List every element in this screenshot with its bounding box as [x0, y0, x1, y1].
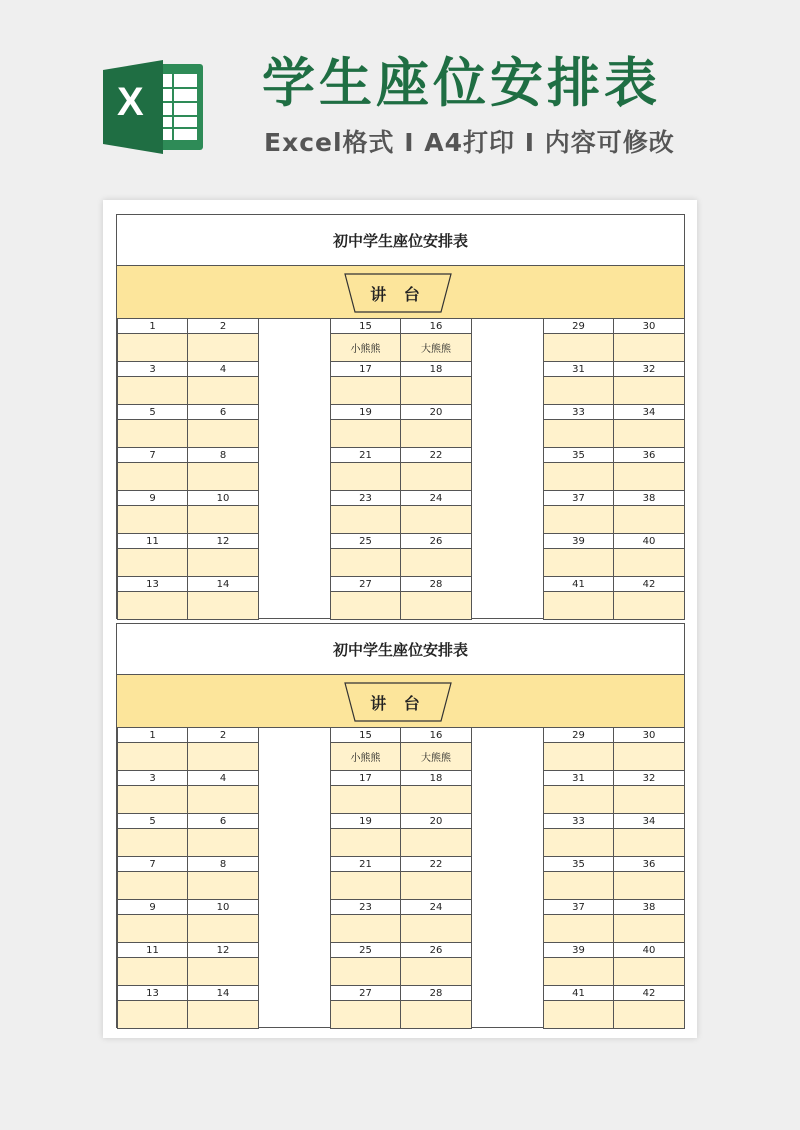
seat-number: 21: [330, 857, 401, 872]
seat-number: 26: [401, 943, 472, 958]
seat-student-name[interactable]: [117, 463, 188, 491]
seat-student-name[interactable]: [614, 377, 685, 405]
seat-student-name[interactable]: [614, 915, 685, 943]
seat-student-name[interactable]: [117, 334, 188, 362]
seat-student-name[interactable]: [330, 506, 401, 534]
seat-number: 12: [188, 534, 259, 549]
podium-band: [117, 675, 684, 728]
seat-number: 42: [614, 986, 685, 1001]
seat-student-name[interactable]: [401, 1001, 472, 1029]
seat-student-name[interactable]: [188, 958, 259, 986]
seat-number: 41: [543, 577, 614, 592]
seat-area: [117, 319, 684, 619]
seat-student-name[interactable]: [330, 1001, 401, 1029]
seat-number: 14: [188, 986, 259, 1001]
seat-number: 39: [543, 943, 614, 958]
seat-number: 8: [188, 857, 259, 872]
seat-number: 37: [543, 900, 614, 915]
seat-student-name[interactable]: [543, 915, 614, 943]
seat-number: 33: [543, 814, 614, 829]
seat-student-name[interactable]: [117, 829, 188, 857]
seat-group-middle: [330, 319, 472, 619]
seat-number: 32: [614, 362, 685, 377]
seat-student-name[interactable]: [117, 1001, 188, 1029]
seat-student-name[interactable]: [188, 506, 259, 534]
seat-number: 34: [614, 814, 685, 829]
seat-student-name[interactable]: 小熊熊: [330, 743, 401, 771]
seat-student-name[interactable]: [188, 829, 259, 857]
seat-number: 15: [330, 319, 401, 334]
seat-student-name[interactable]: 小熊熊: [330, 334, 401, 362]
seat-student-name[interactable]: [330, 592, 401, 620]
seat-number: 27: [330, 986, 401, 1001]
seat-number: 41: [543, 986, 614, 1001]
seat-student-name[interactable]: [614, 1001, 685, 1029]
seat-student-name[interactable]: [401, 420, 472, 448]
seat-number: 6: [188, 814, 259, 829]
seat-number: 23: [330, 491, 401, 506]
seat-number: 36: [614, 857, 685, 872]
seat-area: [117, 728, 684, 1028]
seat-student-name[interactable]: [614, 592, 685, 620]
seat-student-name[interactable]: [401, 549, 472, 577]
page-subtitle: Excel格式 I A4打印 I 内容可修改: [264, 128, 675, 157]
seat-number: 32: [614, 771, 685, 786]
seat-student-name[interactable]: [330, 958, 401, 986]
seat-number: 8: [188, 448, 259, 463]
seat-number: 3: [117, 362, 188, 377]
seat-number: 20: [401, 405, 472, 420]
seat-number: 5: [117, 814, 188, 829]
seat-number: 3: [117, 771, 188, 786]
seat-number: 17: [330, 771, 401, 786]
seat-student-name[interactable]: [543, 1001, 614, 1029]
seat-number: 19: [330, 814, 401, 829]
seat-student-name[interactable]: [614, 420, 685, 448]
seat-number: 1: [117, 728, 188, 743]
seat-number: 22: [401, 857, 472, 872]
seat-student-name[interactable]: [330, 463, 401, 491]
seat-number: 26: [401, 534, 472, 549]
seat-student-name[interactable]: [543, 872, 614, 900]
seat-student-name[interactable]: [614, 743, 685, 771]
seat-number: 9: [117, 900, 188, 915]
seat-number: 38: [614, 491, 685, 506]
seat-number: 25: [330, 943, 401, 958]
seat-number: 5: [117, 405, 188, 420]
seat-student-name[interactable]: [543, 334, 614, 362]
seat-number: 10: [188, 900, 259, 915]
seat-student-name[interactable]: [330, 829, 401, 857]
seat-student-name[interactable]: [188, 743, 259, 771]
seat-number: 13: [117, 577, 188, 592]
seat-number: 11: [117, 534, 188, 549]
seat-student-name[interactable]: [188, 872, 259, 900]
seat-student-name[interactable]: [188, 420, 259, 448]
seat-student-name[interactable]: [543, 829, 614, 857]
seat-group-left: [117, 319, 259, 619]
seat-student-name[interactable]: [614, 506, 685, 534]
seat-student-name[interactable]: [614, 334, 685, 362]
seat-student-name[interactable]: [330, 786, 401, 814]
seat-student-name[interactable]: 大熊熊: [401, 743, 472, 771]
seat-student-name[interactable]: [117, 872, 188, 900]
seat-student-name[interactable]: [188, 377, 259, 405]
seat-student-name[interactable]: [401, 592, 472, 620]
seat-number: 37: [543, 491, 614, 506]
seat-student-name[interactable]: [117, 958, 188, 986]
seat-student-name[interactable]: [614, 786, 685, 814]
seat-student-name[interactable]: [614, 958, 685, 986]
seat-number: 22: [401, 448, 472, 463]
seat-number: 33: [543, 405, 614, 420]
seat-student-name[interactable]: [401, 463, 472, 491]
seat-number: 28: [401, 577, 472, 592]
seat-student-name[interactable]: [117, 915, 188, 943]
seat-student-name[interactable]: [117, 420, 188, 448]
sheet-title: 初中学生座位安排表: [117, 215, 684, 266]
seat-number: 13: [117, 986, 188, 1001]
seat-student-name[interactable]: [543, 463, 614, 491]
seat-number: 39: [543, 534, 614, 549]
seat-student-name[interactable]: [188, 334, 259, 362]
seat-group-middle: [330, 728, 472, 1028]
seat-student-name[interactable]: [543, 377, 614, 405]
seat-number: 34: [614, 405, 685, 420]
seat-student-name[interactable]: [188, 1001, 259, 1029]
seat-student-name[interactable]: [117, 592, 188, 620]
seat-number: 20: [401, 814, 472, 829]
seat-student-name[interactable]: [543, 420, 614, 448]
seat-number: 16: [401, 319, 472, 334]
seat-number: 11: [117, 943, 188, 958]
seat-number: 35: [543, 857, 614, 872]
seat-number: 18: [401, 771, 472, 786]
seat-number: 40: [614, 534, 685, 549]
seat-student-name[interactable]: [614, 549, 685, 577]
seat-number: 1: [117, 319, 188, 334]
seat-number: 15: [330, 728, 401, 743]
seat-student-name[interactable]: [330, 872, 401, 900]
seat-student-name[interactable]: [401, 377, 472, 405]
seat-number: 16: [401, 728, 472, 743]
seat-number: 12: [188, 943, 259, 958]
seat-number: 10: [188, 491, 259, 506]
seat-number: 29: [543, 319, 614, 334]
seat-number: 24: [401, 900, 472, 915]
seat-number: 35: [543, 448, 614, 463]
seat-number: 31: [543, 771, 614, 786]
seat-student-name[interactable]: [117, 549, 188, 577]
page-title: 学生座位安排表: [262, 53, 661, 114]
seat-student-name[interactable]: [117, 506, 188, 534]
seat-student-name[interactable]: [401, 506, 472, 534]
seat-student-name[interactable]: [614, 872, 685, 900]
seat-student-name[interactable]: [330, 549, 401, 577]
seat-number: 18: [401, 362, 472, 377]
seat-student-name[interactable]: [117, 377, 188, 405]
seat-number: 14: [188, 577, 259, 592]
seat-student-name[interactable]: [543, 786, 614, 814]
seat-number: 24: [401, 491, 472, 506]
seat-student-name[interactable]: [401, 872, 472, 900]
seat-number: 2: [188, 319, 259, 334]
seat-student-name[interactable]: [614, 829, 685, 857]
seat-student-name[interactable]: [401, 786, 472, 814]
podium-label: 讲 台: [370, 693, 426, 713]
seat-number: 19: [330, 405, 401, 420]
seat-group-left: [117, 728, 259, 1028]
podium: [344, 682, 452, 722]
seat-student-name[interactable]: [401, 915, 472, 943]
seat-number: 27: [330, 577, 401, 592]
seat-student-name[interactable]: [401, 829, 472, 857]
seat-number: 30: [614, 319, 685, 334]
seat-student-name[interactable]: [117, 743, 188, 771]
seat-number: 7: [117, 857, 188, 872]
seat-student-name[interactable]: [188, 549, 259, 577]
sheet-title: 初中学生座位安排表: [117, 624, 684, 675]
seat-group-right: [543, 728, 685, 1028]
seat-number: 6: [188, 405, 259, 420]
seat-number: 17: [330, 362, 401, 377]
seat-number: 2: [188, 728, 259, 743]
seat-student-name[interactable]: [543, 592, 614, 620]
seat-number: 29: [543, 728, 614, 743]
podium: [344, 273, 452, 313]
seat-number: 36: [614, 448, 685, 463]
excel-logo-icon: [103, 58, 207, 156]
seat-student-name[interactable]: [330, 420, 401, 448]
seat-student-name[interactable]: [543, 743, 614, 771]
seat-number: 21: [330, 448, 401, 463]
seating-sheet-1: [116, 214, 685, 619]
seat-number: 23: [330, 900, 401, 915]
logo-letter: X: [117, 80, 144, 124]
seat-student-name[interactable]: [188, 786, 259, 814]
seat-student-name[interactable]: [330, 377, 401, 405]
seat-number: 30: [614, 728, 685, 743]
seat-number: 25: [330, 534, 401, 549]
podium-label: 讲 台: [370, 284, 426, 304]
seat-student-name[interactable]: [543, 958, 614, 986]
seat-number: 4: [188, 362, 259, 377]
seating-sheet-2: [116, 623, 685, 1028]
seat-student-name[interactable]: [117, 786, 188, 814]
seat-number: 7: [117, 448, 188, 463]
seat-number: 9: [117, 491, 188, 506]
seat-student-name[interactable]: [401, 958, 472, 986]
seat-number: 40: [614, 943, 685, 958]
seat-student-name[interactable]: [543, 506, 614, 534]
seat-number: 38: [614, 900, 685, 915]
seat-number: 31: [543, 362, 614, 377]
seat-student-name[interactable]: [543, 549, 614, 577]
seat-group-right: [543, 319, 685, 619]
seat-student-name[interactable]: [188, 463, 259, 491]
seat-student-name[interactable]: [330, 915, 401, 943]
seat-student-name[interactable]: [614, 463, 685, 491]
seat-student-name[interactable]: [188, 592, 259, 620]
seat-number: 42: [614, 577, 685, 592]
seat-student-name[interactable]: [188, 915, 259, 943]
seat-number: 4: [188, 771, 259, 786]
seat-student-name[interactable]: 大熊熊: [401, 334, 472, 362]
podium-band: [117, 266, 684, 319]
seat-number: 28: [401, 986, 472, 1001]
